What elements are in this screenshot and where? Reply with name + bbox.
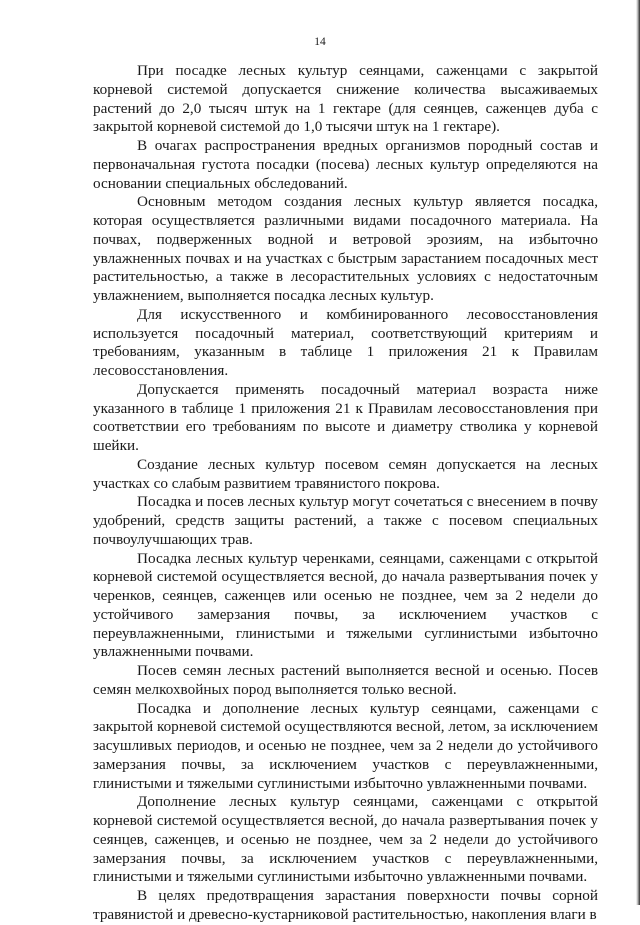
paragraph: Посадка и дополнение лесных культур сеянцами, саженцами с закрытой корневой системой осуществляются весной, летом, за исключением засушливых периодов, и осенью не позднее, чем за 2 недели до устойчивого замерзания почвы, за исключением участков с переувлажненными, глинистыми и тяжелыми суглинистыми избыточно увлажненными почвами. xyxy=(93,699,598,792)
page-number: 14 xyxy=(314,36,326,48)
paragraph: Создание лесных культур посевом семян допускается на лесных участках со слабым развитием травянистого покрова. xyxy=(93,455,598,492)
paragraph: Допускается применять посадочный материал возраста ниже указанного в таблице 1 приложения 21 к Правилам лесовосстановления при соответствии его требованиям по высоте и диаметру стволика у корневой шейки. xyxy=(93,380,598,454)
paragraph: Посев семян лесных растений выполняется весной и осенью. Посев семян мелкохвойных пород выполняется только весной. xyxy=(93,662,598,698)
scan-border xyxy=(636,0,640,905)
document-body xyxy=(93,62,598,925)
paragraph: В очагах распространения вредных организмов породный состав и первоначальная густота посадки (посева) лесных культур определяются на основании специальных обследований. xyxy=(93,137,598,192)
paragraph: Основным методом создания лесных культур является посадка, которая осуществляется различными видами посадочного материала. На почвах, подверженных водной и ветровой эрозиям, на избыточно увлажненных почвах и на участках с быстрым зарастанием посадочных мест растительностью, а также в лесорастительных условиях с недостаточным увлажнением, выполняется посадка лесных культур. xyxy=(93,193,598,304)
paragraph: Посадка лесных культур черенками, сеянцами, саженцами с открытой корневой системой осуществляется весной, до начала развертывания почек у черенков, сеянцев, саженцев или осенью не позднее, чем за 2 недели до устойчивого замерзания почвы, за исключением участков с переувлажненными, глинистыми и тяжелыми суглинистыми избыточно увлажненными почвами. xyxy=(93,549,598,661)
paragraph: Дополнение лесных культур сеянцами, саженцами с открытой корневой системой осуществляется весной, до начала развертывания почек у сеянцев, саженцев, и осенью не позднее, чем за 2 недели до устойчивого замерзания почвы, за исключением участков с переувлажненными, глинистыми и тяжелыми суглинистыми избыточно увлажненными почвами. xyxy=(93,793,598,886)
paragraph: В целях предотвращения зарастания поверхности почвы сорной травянистой и древесно-кустарниковой растительностью, накопления влаги в xyxy=(93,887,598,923)
paragraph: При посадке лесных культур сеянцами, саженцами с закрытой корневой системой допускается снижение количества высаживаемых растений до 2,0 тысяч штук на 1 гектаре (для сеянцев, саженцев дуба с закрытой корневой системой до 1,0 тысячи штук на 1 гектаре). xyxy=(93,62,598,136)
paragraph: Посадка и посев лесных культур могут сочетаться с внесением в почву удобрений, средств защиты растений, а также с посевом специальных почвоулучшающих трав. xyxy=(93,493,598,548)
paragraph: Для искусственного и комбинированного лесовосстановления используется посадочный материал, соответствующий критериям и требованиям, указанным в таблице 1 приложения 21 к Правилам лесовосстановления. xyxy=(93,305,598,379)
